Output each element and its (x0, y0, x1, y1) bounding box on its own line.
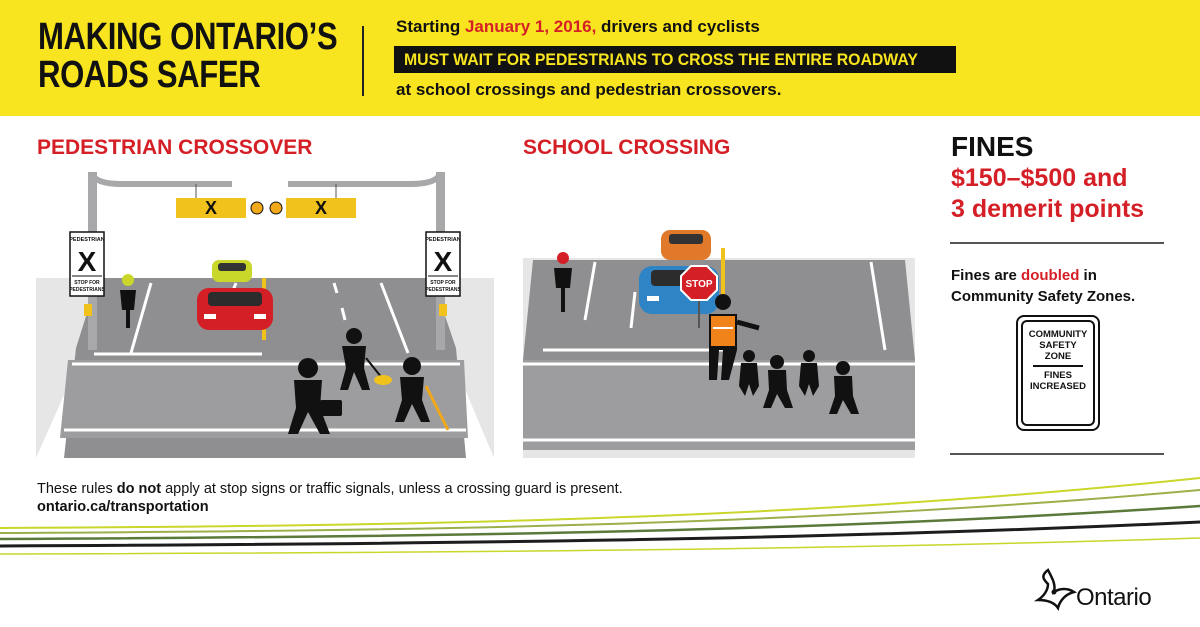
beacon-right (270, 202, 282, 214)
fines-divider-top (950, 242, 1164, 244)
csz-line2: SAFETY (1039, 340, 1077, 351)
pedestrian-crossover-illustration (36, 168, 494, 458)
csz-line3: ZONE (1044, 351, 1072, 362)
intro-line (396, 17, 760, 37)
fines-heading: FINES (951, 131, 1034, 162)
green-car (212, 260, 252, 282)
sign-right-x: X (433, 246, 453, 277)
stop-sign-label: STOP (685, 279, 713, 290)
sign-right-line1: STOP FOR (430, 280, 456, 286)
fines-amount-line1: $150–$500 and (951, 164, 1128, 192)
fines-doubled-note (951, 265, 1171, 307)
red-car (197, 288, 273, 330)
csz-sign-inner (1021, 320, 1095, 426)
footer-note-bold: do not (116, 481, 162, 497)
fines-amount (951, 163, 1181, 225)
school-crossing-title: SCHOOL CROSSING (523, 136, 731, 159)
footer-note-prefix: These rules (37, 481, 117, 497)
sign-left-top: PEDESTRIAN (69, 237, 105, 243)
intro-date: January 1, 2016, (464, 17, 597, 36)
header-divider (362, 26, 364, 96)
header-banner (0, 0, 1200, 116)
csz-line5: INCREASED (1030, 380, 1086, 392)
sign-left-x: X (77, 246, 97, 277)
ontario-logo-text: Ontario (1076, 584, 1152, 611)
csz-rule (1033, 365, 1083, 367)
intro-line-3: at school crossings and pedestrian crossovers. (396, 80, 782, 99)
crossover-title: PEDESTRIAN CROSSOVER (37, 136, 313, 159)
school-crossing-illustration (523, 228, 915, 458)
csz-line4: FINES (1044, 369, 1072, 381)
rule-highlight-text: MUST WAIT FOR PEDESTRIANS TO CROSS THE ENTIRE ROADWAY (404, 50, 918, 69)
svg-text:X: X (314, 198, 328, 218)
decorative-swoosh (0, 470, 1200, 570)
rule-highlight (394, 46, 956, 73)
footer-url[interactable]: ontario.ca/transportation (37, 499, 209, 515)
sign-right-line2: PEDESTRIANS (425, 287, 461, 293)
community-safety-zone-sign (1016, 315, 1100, 431)
sign-right-top: PEDESTRIAN (425, 237, 461, 243)
intro-prefix: Starting (396, 17, 465, 36)
page-title (38, 16, 338, 96)
intro-suffix: drivers and cyclists (596, 17, 760, 36)
note-doubled: doubled (1021, 267, 1080, 284)
beacon-left (251, 202, 263, 214)
footer-note-suffix: apply at stop signs or traffic signals, unless a crossing guard is present. (161, 481, 623, 497)
csz-line1: COMMUNITY (1028, 329, 1088, 340)
fines-divider-bottom (950, 453, 1164, 455)
sign-left-line2: PEDESTRIANS (69, 287, 105, 293)
fines-amount-line2: 3 demerit points (951, 195, 1145, 223)
title-line-2: ROADS SAFER (38, 54, 261, 96)
note-line2: Community Safety Zones. (951, 288, 1136, 305)
orange-car (661, 230, 711, 260)
title-line-1: MAKING ONTARIO’S (38, 16, 338, 58)
note-prefix: Fines are (951, 267, 1022, 284)
school-crosswalk (523, 360, 915, 450)
svg-text:X: X (204, 198, 218, 218)
sign-left-line1: STOP FOR (74, 280, 100, 286)
note-suffix: in (1079, 267, 1097, 284)
